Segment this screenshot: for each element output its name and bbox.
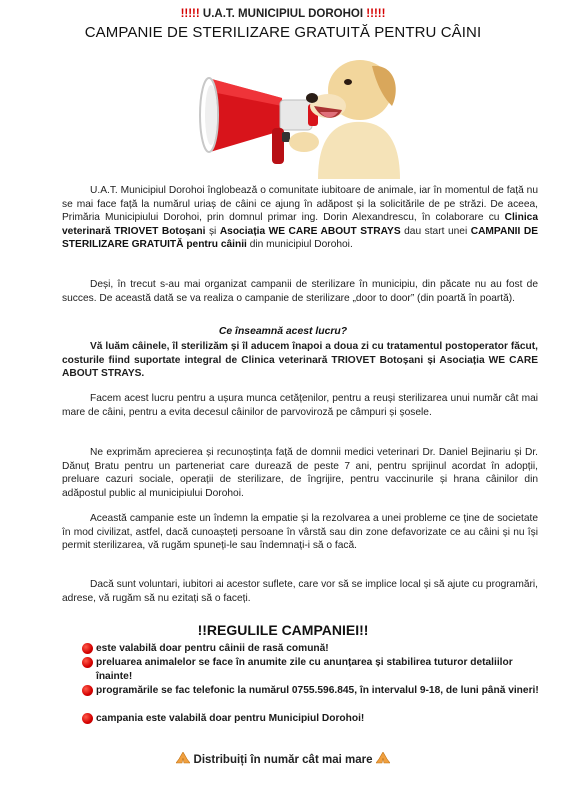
intro-clinic: Clinica veterinară TRIOVET Botoșani	[62, 212, 538, 237]
rule-text: este valabilă doar pentru câinii de rasă comună!	[96, 643, 329, 654]
footer-text: Distribuiți în număr cât mai mare	[193, 754, 373, 766]
org-name: U.A.T. MUNICIPIUL DOROHOI	[202, 8, 364, 20]
footer-share	[0, 752, 566, 766]
intro-association: Asociația WE CARE ABOUT STRAYS	[219, 225, 401, 237]
paragraph-volunteers: Dacă sunt voluntari, iubitori ai acestor suflete, care vor să se implice local și să ajute cu programări, adrese, vă rugăm să nu ezitați să o faceți.	[62, 579, 538, 604]
praying-hands-icon	[176, 752, 190, 764]
paragraph-history: Deși, în trecut s-au mai organizat campanii de sterilizare în municipiu, din păcate nu au fost de succes. De această dată se va realiza o campanie de sterilizare „door to door” (din poartă în poartă).	[62, 279, 538, 304]
rules-title: !!REGULILE CAMPANIEI!!	[197, 622, 369, 638]
red-circle-icon	[82, 657, 93, 668]
intro-text-2: și	[205, 225, 220, 237]
intro-campaign: CAMPANII DE STERILIZARE GRATUITĂ pentru câinii	[62, 225, 538, 251]
intro-text-3: dau start unei	[400, 225, 471, 237]
red-circle-icon	[82, 713, 93, 724]
exclamation-right: !!!!!	[366, 8, 386, 20]
rule-text: preluarea animalelor se face în anumite zile cu anunțarea și stabilirea tuturor detaliilor înainte!	[96, 657, 513, 682]
rule-item	[96, 642, 542, 656]
header-org	[0, 8, 566, 20]
paragraph-purpose: Facem acest lucru pentru a ușura munca cetățenilor, pentru a reuși sterilizarea unui număr cât mai mare de câini, pentru a evita decesul câinilor de parvoviroză pe câmpuri și șosele.	[62, 393, 538, 418]
question-heading: Ce înseamnă acest lucru?	[218, 326, 348, 337]
paragraph-explanation: Vă luăm câinele, îl sterilizăm și îl aducem înapoi a doua zi cu tratamentul postoperator făcut, costurile fiind suportate integral de Clinica veterinară TRIOVET Botoșani și Asociația WE CARE ABOUT STRAYS.	[62, 341, 538, 380]
rule-item	[96, 712, 542, 726]
exclamation-left: !!!!!	[180, 8, 200, 20]
page-title: CAMPANIE DE STERILIZARE GRATUITĂ PENTRU CÂINI	[84, 24, 482, 41]
hero-image	[190, 44, 400, 179]
red-circle-icon	[82, 685, 93, 696]
paragraph-intro	[62, 184, 538, 252]
intro-text-1: U.A.T. Municipiul Dorohoi înglobează o comunitate iubitoare de animale, iar în momentul de față nu se mai face față la numărul uriaș de câini ce ajung în adăpost și la solicitările de pe străzi. De aceea, Primăria Municipiului Dorohoi, prin domnul primar ing. Dorin Alexandrescu, în colaborare cu	[62, 185, 538, 224]
paragraph-thanks: Ne exprimăm aprecierea și recunoștința față de domnii medici veterinari Dr. Daniel Bejinariu și Dr. Dănuț Bratu pentru un parteneriat care durează de peste 7 ani, pentru sprijinul acordat în adopții, preluare cazuri sociale, operații de sterilizare, de îngrijire, pentru vaccinurile și hrana câinilor din adăpostul public al municipiului Dorohoi.	[62, 447, 538, 499]
intro-text-4: din municipiul Dorohoi.	[246, 239, 353, 251]
rule-text: programările se fac telefonic la numărul 0755.596.845, în intervalul 9-18, de luni până vineri!	[96, 685, 539, 696]
praying-hands-icon	[376, 752, 390, 764]
rule-item	[96, 684, 542, 698]
red-circle-icon	[82, 643, 93, 654]
paragraph-appeal: Această campanie este un îndemn la empatie și la rezolvarea a unei probleme ce ține de societate în mod civilizat, astfel, dacă cunoașteți persoane în vârstă sau din zone defavorizate ce au câini și nu își permit sterilizarea, vă rugăm spuneți-le sau îndemnați-i să o facă.	[62, 513, 538, 552]
rule-text: campania este valabilă doar pentru Municipiul Dorohoi!	[96, 713, 365, 724]
rule-item	[96, 656, 542, 683]
